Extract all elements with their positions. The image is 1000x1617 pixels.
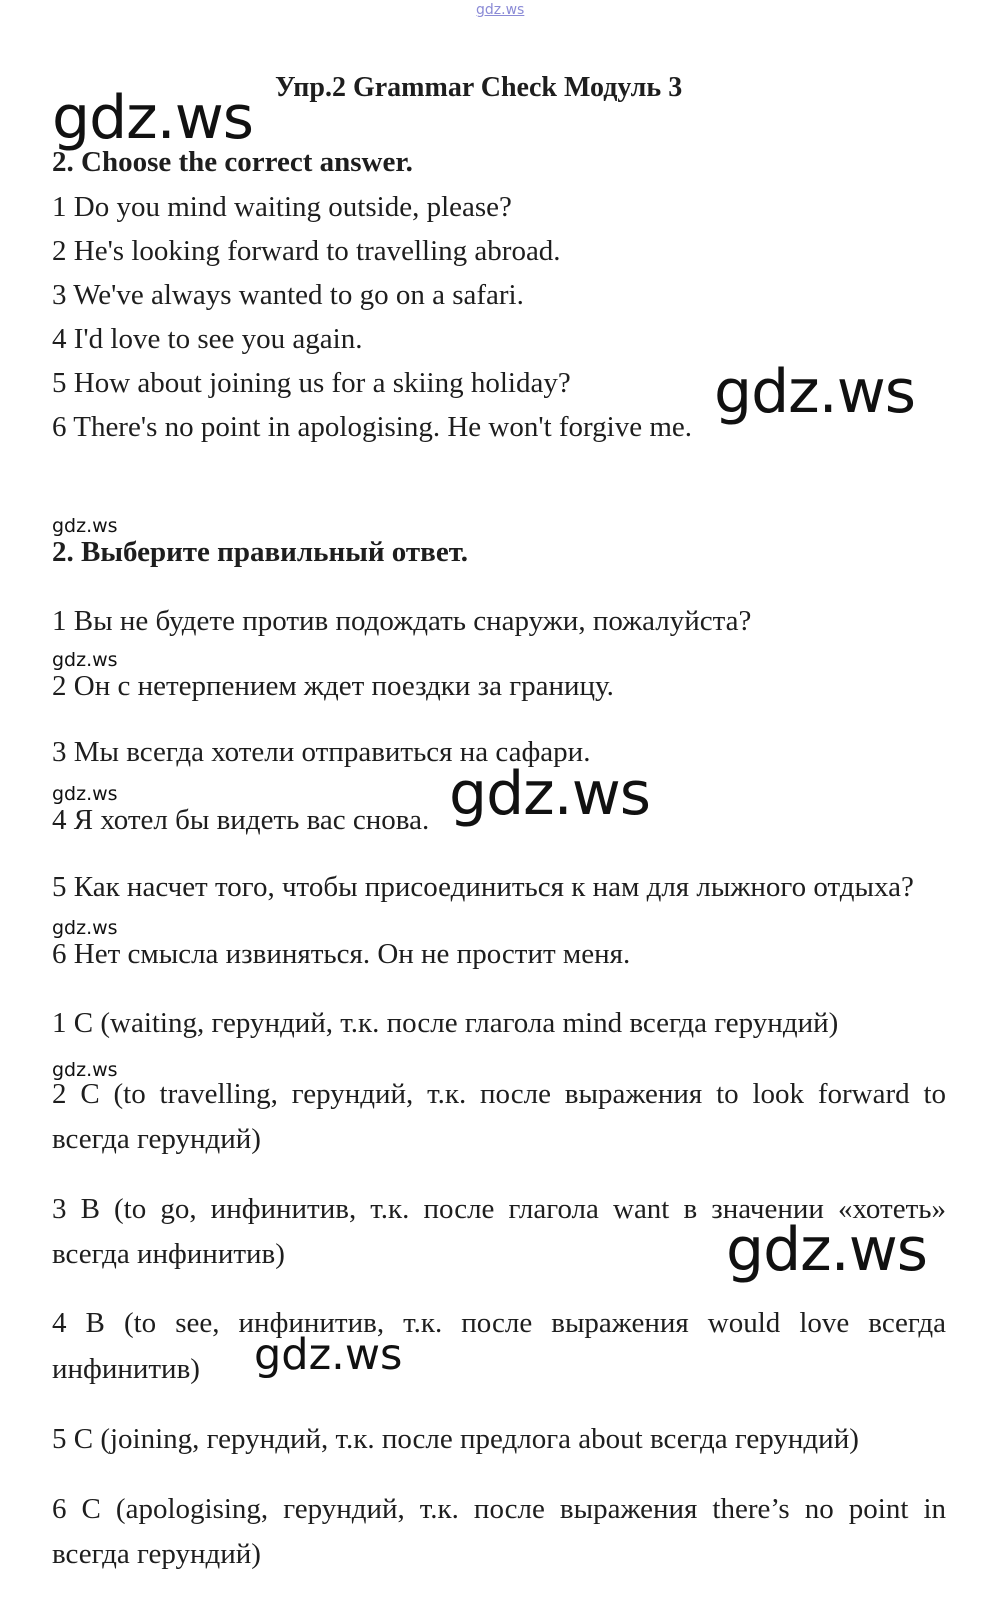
watermark-small: gdz.ws	[52, 649, 118, 671]
answer-line: всегда герундий)	[52, 1123, 261, 1155]
page-title: Упр.2 Grammar Check Модуль 3	[275, 72, 683, 103]
answer-line: 1 C (waiting, герундий, т.к. после глагола mind всегда герундий)	[52, 1007, 839, 1039]
english-item: 4 I'd love to see you again.	[52, 323, 363, 355]
russian-item: 4 Я хотел бы видеть вас снова.	[52, 804, 430, 836]
watermark-big: gdz.ws	[449, 759, 651, 829]
watermark-big: gdz.ws	[52, 83, 254, 153]
english-item: 6 There's no point in apologising. He won't forgive me.	[52, 411, 693, 443]
english-item: 5 How about joining us for a skiing holiday?	[52, 367, 571, 399]
watermark-big: gdz.ws	[726, 1215, 928, 1285]
answer-line: 2 C (to travelling, герундий, т.к. после выражения to look forward to	[52, 1078, 946, 1110]
answer-line: 6 C (apologising, герундий, т.к. после выражения there’s no point in	[52, 1493, 946, 1525]
russian-item: 1 Вы не будете против подождать снаружи, пожалуйста?	[52, 605, 752, 637]
answer-line: всегда инфинитив)	[52, 1238, 285, 1270]
russian-item: 3 Мы всегда хотели отправиться на сафари.	[52, 736, 591, 768]
russian-item: 5 Как насчет того, чтобы присоединиться к нам для лыжного отдыха?	[52, 871, 914, 903]
answer-line: всегда герундий)	[52, 1538, 261, 1570]
russian-heading: 2. Выберите правильный ответ.	[52, 536, 469, 568]
watermark-small: gdz.ws	[52, 1059, 118, 1081]
english-item: 2 He's looking forward to travelling abroad.	[52, 235, 561, 267]
russian-item: 6 Нет смысла извиняться. Он не простит меня.	[52, 938, 631, 970]
russian-item: 2 Он с нетерпением ждет поездки за границу.	[52, 670, 614, 702]
answer-line: 3 B (to go, инфинитив, т.к. после глагола want в значении «хотеть»	[52, 1193, 946, 1225]
watermark-medium: gdz.ws	[254, 1330, 403, 1380]
answer-line: инфинитив)	[52, 1353, 200, 1385]
english-heading: 2. Choose the correct answer.	[52, 146, 413, 178]
english-item: 1 Do you mind waiting outside, please?	[52, 191, 512, 223]
english-item: 3 We've always wanted to go on a safari.	[52, 279, 524, 311]
watermark-small: gdz.ws	[52, 515, 118, 537]
answer-line: 4 B (to see, инфинитив, т.к. после выражения would love всегда	[52, 1307, 946, 1339]
watermark-top-link[interactable]: gdz.ws	[476, 2, 525, 18]
watermark-big: gdz.ws	[714, 357, 916, 427]
watermark-small: gdz.ws	[52, 917, 118, 939]
answer-line: 5 C (joining, герундий, т.к. после предлога about всегда герундий)	[52, 1423, 859, 1455]
watermark-small: gdz.ws	[52, 783, 118, 805]
